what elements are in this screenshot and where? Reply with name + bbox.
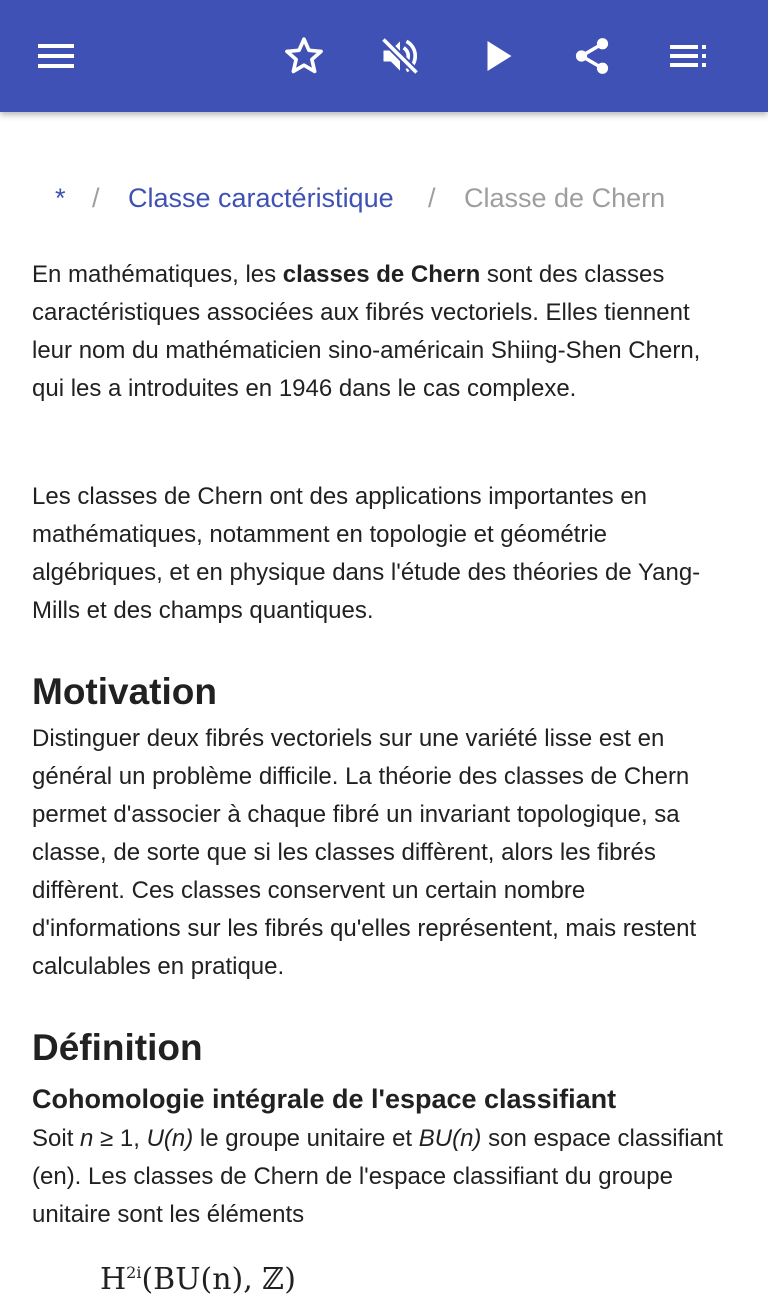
- breadcrumb-current: Classe de Chern: [464, 183, 666, 213]
- breadcrumb-parent-link[interactable]: Classe caractéristique: [128, 183, 394, 213]
- math-unitary-group: U(n): [146, 1125, 194, 1152]
- formula-superscript: 2i: [126, 1263, 142, 1282]
- play-icon[interactable]: [466, 24, 530, 88]
- motivation-paragraph: Distinguer deux fibrés vectoriels sur une variété lisse est en général un problème difficile. La théorie des classes de Chern permet d'associer à chaque fibré un invariant topologique, sa classe, de sorte que si les classes diffèrent, alors les fibrés diffèrent. Ces classes conservent un certain nombre d'informations sur les fibrés qu'elles représentent, mais restent calculables en pratique.: [32, 725, 697, 980]
- formula-rest: (BU(n), ℤ): [141, 1262, 296, 1297]
- definition-text: le groupe unitaire et: [193, 1125, 419, 1152]
- intro-paragraph: [32, 256, 736, 408]
- formula-base: H: [100, 1262, 127, 1297]
- definition-paragraph: [32, 1120, 736, 1234]
- math-n: n: [80, 1125, 94, 1152]
- list-menu-icon[interactable]: [656, 24, 720, 88]
- breadcrumb-home-link[interactable]: *: [55, 183, 66, 213]
- intro-text: sont des classes caractéristiques associées aux fibrés vectoriels. Elles tiennent leur nom du mathématicien sino-américain Shiing-Shen Chern, qui les a introduites en 1946 dans le cas complexe.: [32, 261, 701, 402]
- definition-heading: Définition: [32, 1027, 203, 1068]
- star-outline-icon[interactable]: [272, 24, 336, 88]
- definition-text: son espace classifiant (en). Les classes de Chern de l'espace classifiant du groupe unitaire sont les éléments: [32, 1125, 723, 1228]
- hamburger-menu-icon[interactable]: [24, 24, 88, 88]
- definition-text: ≥ 1,: [93, 1125, 147, 1152]
- intro-text: En mathématiques, les: [32, 261, 283, 288]
- volume-off-icon[interactable]: [368, 24, 432, 88]
- share-icon[interactable]: [560, 24, 624, 88]
- breadcrumb-separator: /: [428, 183, 436, 213]
- intro-bold-term: classes de Chern: [282, 261, 481, 288]
- app-toolbar: [0, 0, 768, 112]
- definition-text: Soit: [32, 1125, 81, 1152]
- math-classifying-space: BU(n): [418, 1125, 482, 1152]
- applications-paragraph: Les classes de Chern ont des applications importantes en mathématiques, notamment en topologie et géométrie algébriques, et en physique dans l'étude des théories de Yang-Mills et des champs quantiques.: [32, 483, 701, 624]
- cohomology-subheading: Cohomologie intégrale de l'espace classifiant: [32, 1084, 617, 1114]
- breadcrumb-separator: /: [92, 183, 100, 213]
- motivation-heading: Motivation: [32, 671, 217, 712]
